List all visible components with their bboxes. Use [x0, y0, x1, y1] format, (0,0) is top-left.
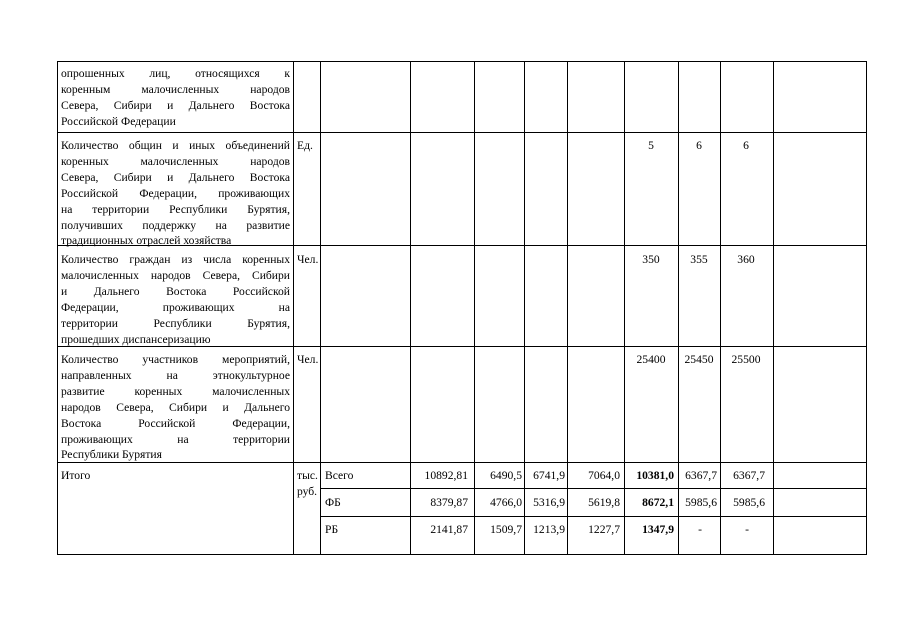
unit-cell: Чел. [297, 353, 319, 366]
unit-cell: Чел. [297, 253, 319, 266]
description-line: на территории Республики Бурятия, [61, 202, 290, 216]
total-subrow-divider [320, 516, 867, 517]
total-subrow-divider [320, 488, 867, 489]
total-value: 5985,6 [685, 496, 717, 509]
funding-source: ФБ [325, 496, 341, 509]
column-divider [293, 61, 294, 554]
column-divider [474, 61, 475, 554]
value-cell: 25500 [731, 353, 761, 366]
value-cell: 5 [648, 139, 654, 152]
total-label: Итого [61, 469, 91, 482]
value-cell: 25450 [684, 353, 714, 366]
description-line: Республики Бурятия [61, 448, 162, 462]
total-value: 7064,0 [588, 469, 620, 482]
description-line: Количество общин и иных объединений [61, 139, 290, 152]
total-value: 6367,7 [733, 469, 765, 482]
description-line: Востока Российской Федерации, [61, 416, 290, 430]
column-divider [624, 61, 625, 554]
description-line: проживающих на территории [61, 432, 290, 446]
total-unit [297, 468, 318, 500]
total-value: 1227,7 [588, 523, 620, 536]
description-line: территории Республики Бурятия, [61, 316, 290, 330]
description-line: Российской Федерации, проживающих [61, 186, 290, 200]
value-cell: 6 [743, 139, 749, 152]
table-bottom-border [57, 554, 867, 555]
column-divider [320, 61, 321, 554]
description-line: Севера, Сибири и Дальнего Востока [61, 170, 290, 184]
funding-source: Всего [325, 469, 354, 482]
total-value: 10892,81 [424, 469, 468, 482]
value-cell: 360 [737, 253, 755, 266]
description-line: направленных на этнокультурное [61, 368, 290, 382]
description-line: Количество граждан из числа коренных [61, 253, 290, 266]
column-divider [773, 61, 774, 554]
unit-line: тыс. [297, 469, 318, 482]
value-cell: 6 [696, 139, 702, 152]
description-line: Российской Федерации [61, 114, 176, 128]
indicator-description [61, 66, 290, 130]
table-right-border [866, 61, 867, 554]
indicator-description [61, 252, 290, 347]
column-divider [720, 61, 721, 554]
description-line: развитие коренных малочисленных [61, 384, 290, 398]
total-value: 2141,87 [430, 523, 468, 536]
total-value: - [745, 523, 749, 536]
indicator-description [61, 352, 290, 463]
description-line: получивших поддержку на развитие [61, 218, 290, 232]
description-line: опрошенных лиц, относящихся к [61, 67, 290, 80]
column-divider [410, 61, 411, 554]
column-divider [678, 61, 679, 554]
value-cell: 350 [642, 253, 660, 266]
description-line: народов Севера, Сибири и Дальнего [61, 400, 290, 414]
total-value: 8379,87 [430, 496, 468, 509]
total-value: 6741,9 [533, 469, 565, 482]
row-divider [57, 132, 867, 133]
description-line: традиционных отраслей хозяйства [61, 234, 232, 248]
description-line: Количество участников мероприятий, [61, 353, 290, 366]
table-left-border [57, 61, 58, 554]
total-value: 5619,8 [588, 496, 620, 509]
total-value: 8672,1 [642, 496, 674, 509]
unit-line: руб. [297, 484, 318, 498]
total-value: 1213,9 [533, 523, 565, 536]
total-value: 5985,6 [733, 496, 765, 509]
value-cell: 355 [690, 253, 708, 266]
value-cell: 25400 [636, 353, 666, 366]
description-line: и Дальнего Востока Российской [61, 284, 290, 298]
description-line: Севера, Сибири и Дальнего Востока [61, 98, 290, 112]
description-line: коренных малочисленных народов [61, 154, 290, 168]
total-value: - [698, 523, 702, 536]
unit-cell: Ед. [297, 139, 313, 152]
funding-source: РБ [325, 523, 339, 536]
total-value: 4766,0 [490, 496, 522, 509]
description-line: малочисленных народов Севера, Сибири [61, 268, 290, 282]
total-value: 6367,7 [685, 469, 717, 482]
table-top-border [57, 61, 867, 62]
total-value: 6490,5 [490, 469, 522, 482]
column-divider [524, 61, 525, 554]
total-value: 1347,9 [642, 523, 674, 536]
description-line: Федерации, проживающих на [61, 300, 290, 314]
total-value: 1509,7 [490, 523, 522, 536]
total-value: 10381,0 [636, 469, 674, 482]
description-line: коренным малочисленных народов [61, 82, 290, 96]
total-value: 5316,9 [533, 496, 565, 509]
column-divider [567, 61, 568, 554]
indicator-description [61, 138, 290, 249]
description-line: прошедших диспансеризацию [61, 332, 211, 346]
